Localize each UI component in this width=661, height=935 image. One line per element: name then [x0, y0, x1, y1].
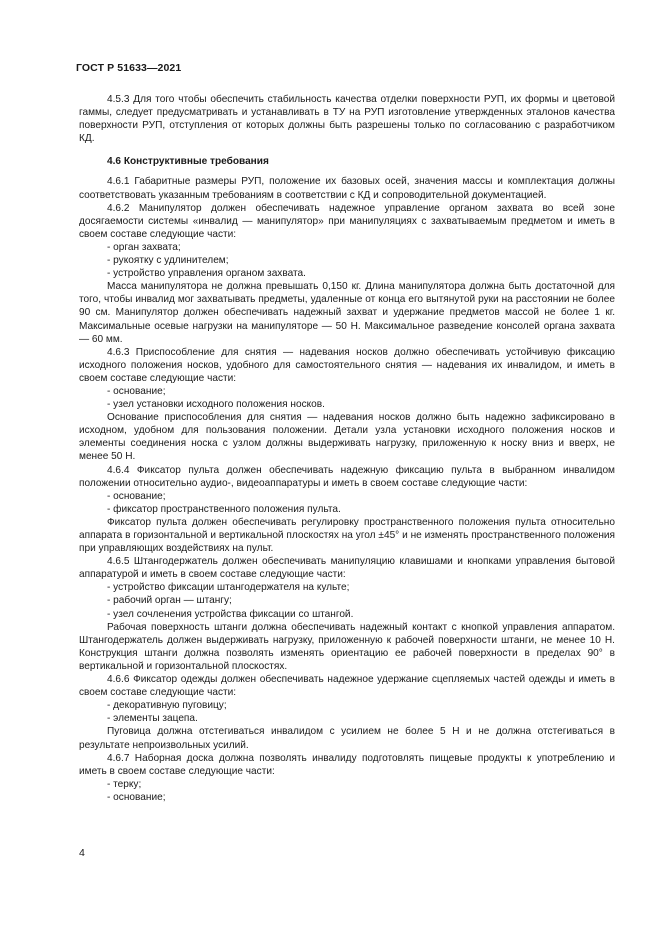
paragraph-rod-working-surface: Рабочая поверхность штанги должна обеспечивать надежный контакт с кнопкой управления аппаратом. Штангодержатель должен выдерживать нагрузку, приложенную к рабочей поверхности штанги, не менее 10 Н. Конструкция штанги должна позволять изменять ориентацию ее рабочей поверхности в пределах 90° в вертикальной и горизонтальной плоскостях.	[79, 621, 615, 672]
list-item: - основание;	[107, 791, 166, 803]
list-item: - узел установки исходного положения носков.	[107, 399, 325, 411]
paragraph-button-force: Пуговица должна отстегиваться инвалидом с усилием не более 5 Н и не должна отстегиваться в результате непроизвольных усилий.	[79, 726, 615, 751]
list-item: - фиксатор пространственного положения пульта.	[107, 503, 341, 515]
list-item: - основание;	[107, 490, 166, 502]
paragraph-4-6-6: 4.6.6 Фиксатор одежды должен обеспечивать надежное удержание сцепляемых частей одежды и иметь в своем составе следующие части:	[79, 674, 615, 699]
paragraph-4-6-5: 4.6.5 Штангодержатель должен обеспечивать манипуляцию клавишами и кнопками управления бытовой аппаратурой и иметь в своем составе следующие части:	[79, 556, 615, 581]
document-body	[79, 93, 615, 804]
page-number: 4	[79, 847, 85, 859]
list-item: - декоративную пуговицу;	[107, 700, 227, 712]
list-item: - элементы зацепа.	[107, 713, 198, 725]
paragraph-manipulator-mass: Масса манипулятора не должна превышать 0,150 кг. Длина манипулятора должна быть достаточной для того, чтобы инвалид мог захватывать предметы, удаленные от конца его вытянутой руки на расстоянии не более 90 см. Манипулятор должен обеспечивать надежный захват и удержание предметов массой не более 1 кг. Максимальные осевые нагрузки на манипуляторе — 50 Н. Максимальное разведение консолей органа захвата — 60 мм.	[79, 281, 615, 345]
list-item: - основание;	[107, 385, 166, 397]
paragraph-4-6-3: 4.6.3 Приспособление для снятия — надевания носков должно обеспечивать устойчивую фиксацию исходного положения носков, удобного для самостоятельного снятия — надевания их инвалидом, и иметь в своем составе следующие части:	[79, 346, 615, 384]
section-heading-4-6: 4.6 Конструктивные требования	[107, 156, 269, 168]
paragraph-socks-base: Основание приспособления для снятия — надевания носков должно быть надежно зафиксировано в исходном, удобном для пользования положении. Детали узла установки исходного положения носков и элементы соединения носка с узлом должны выдерживать нагрузку, приложенную к носку вниз и вверх, не менее 50 Н.	[79, 412, 615, 463]
paragraph-4-6-7: 4.6.7 Наборная доска должна позволять инвалиду подготовлять пищевые продукты к употреблению и иметь в своем составе следующие части:	[79, 752, 615, 777]
paragraph-4-6-2: 4.6.2 Манипулятор должен обеспечивать надежное управление органом захвата во всей зоне досягаемости системы «инвалид — манипулятор» при манипуляциях с захватываемым предметом и иметь в своем составе следующие части:	[79, 202, 615, 240]
document-header: ГОСТ Р 51633—2021	[76, 62, 182, 74]
list-item: - рукоятку с удлинителем;	[107, 255, 229, 267]
paragraph-4-6-1: 4.6.1 Габаритные размеры РУП, положение их базовых осей, значения массы и комплектация должны соответствовать указанным требованиям в соответствии с КД и сопроводительной документацией.	[79, 176, 615, 201]
list-item: - терку;	[107, 778, 142, 790]
list-item: - устройство управления органом захвата.	[107, 268, 306, 280]
paragraph-remote-regulation: Фиксатор пульта должен обеспечивать регулировку пространственного положения пульта относительно аппарата в горизонтальной и вертикальной плоскостях на угол ±45° и не изменять пространственного положения при управляющих воздействиях на пульт.	[79, 516, 615, 555]
paragraph-4-5-3: 4.5.3 Для того чтобы обеспечить стабильность качества отделки поверхности РУП, их формы и цветовой гаммы, следует предусматривать и устанавливать в ТУ на РУП изготовление утвержденных эталонов качества поверхности РУП, отступления от которых должны быть разрешены только по согласованию с разработчиком КД.	[79, 94, 615, 145]
paragraph-4-6-4: 4.6.4 Фиксатор пульта должен обеспечивать надежную фиксацию пульта в выбранном инвалидом положении относительно аудио-, видеоаппаратуры и иметь в своем составе следующие части:	[79, 464, 615, 489]
list-item: - узел сочленения устройства фиксации со штангой.	[107, 608, 354, 620]
list-item: - устройство фиксации штангодержателя на культе;	[107, 582, 350, 594]
list-item: - орган захвата;	[107, 241, 181, 253]
list-item: - рабочий орган — штангу;	[107, 595, 232, 607]
